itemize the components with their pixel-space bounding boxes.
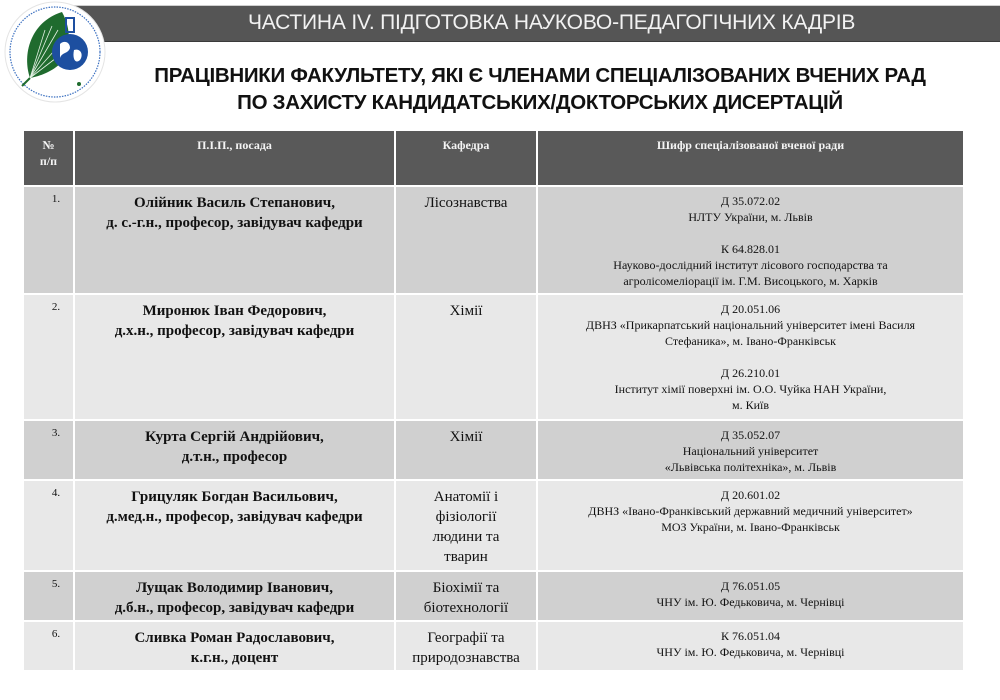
council-code: Д 35.072.02 xyxy=(720,194,781,208)
member-position: д.т.н., професор xyxy=(181,449,288,465)
member-name-cell xyxy=(75,421,394,479)
row-number: 6. xyxy=(24,622,73,670)
section-title: ЧАСТИНА IV. ПІДГОТОВКА НАУКОВО-ПЕДАГОГІЧНИХ КАДРІВ xyxy=(248,11,856,34)
department-cell xyxy=(396,421,536,479)
col-header-dept: Кафедра xyxy=(396,131,536,185)
member-name-cell xyxy=(75,187,394,293)
row-number: 2. xyxy=(24,295,73,419)
member-name-cell xyxy=(75,295,394,419)
member-position: д.х.н., професор, завідувач кафедри xyxy=(114,323,355,339)
col-header-name: П.І.П., посада xyxy=(75,131,394,185)
department-cell xyxy=(396,572,536,620)
council-org: ДВНЗ «Прикарпатський національний університет імені Василя xyxy=(585,318,916,332)
department-line: Хімії xyxy=(449,303,483,319)
department-cell xyxy=(396,481,536,570)
department-line: Хімії xyxy=(449,429,483,445)
member-position: д.б.н., професор, завідувач кафедри xyxy=(114,600,355,616)
table-row xyxy=(24,421,963,479)
table-row xyxy=(24,187,963,293)
department-line: Лісознавства xyxy=(424,195,508,211)
council-cell xyxy=(538,572,963,620)
council-code: Д 20.601.02 xyxy=(720,488,781,502)
department-line: Анатомії і xyxy=(433,489,499,505)
council-org: ДВНЗ «Івано-Франківський державний медичний університет» xyxy=(588,504,913,518)
member-name: Миронюк Іван Федорович, xyxy=(142,303,327,319)
council-cell xyxy=(538,187,963,293)
member-name: Сливка Роман Радославович, xyxy=(134,630,335,646)
department-line: тварин xyxy=(444,549,488,565)
department-cell xyxy=(396,295,536,419)
table-row xyxy=(24,295,963,419)
member-name: Грицуляк Богдан Васильович, xyxy=(131,489,338,505)
council-cell xyxy=(538,622,963,670)
council-org: ЧНУ ім. Ю. Федьковича, м. Чернівці xyxy=(656,595,845,609)
council-org: НЛТУ України, м. Львів xyxy=(688,210,813,224)
council-code: Д 76.051.05 xyxy=(720,579,781,593)
member-name-cell xyxy=(75,572,394,620)
row-number: 1. xyxy=(24,187,73,293)
heading-line-1: ПРАЦІВНИКИ ФАКУЛЬТЕТУ, ЯКІ Є ЧЛЕНАМИ СПЕЦІАЛІЗОВАНИХ ВЧЕНИХ РАД xyxy=(154,64,926,87)
council-org: Національний університет xyxy=(682,444,819,458)
department-line: біотехнології xyxy=(423,600,509,616)
member-position: к.г.н., доцент xyxy=(190,650,279,666)
council-org: Інститут хімії поверхні ім. О.О. Чуйка НАН України, xyxy=(614,382,887,396)
council-org: м. Київ xyxy=(731,398,770,412)
page-heading xyxy=(100,62,980,116)
member-name: Олійник Василь Степанович, xyxy=(134,195,335,211)
table-header-row xyxy=(24,131,963,185)
section-header-bar xyxy=(72,5,1000,42)
council-code: К 76.051.04 xyxy=(720,629,780,643)
member-name: Курта Сергій Андрійович, xyxy=(145,429,324,445)
member-position: д.мед.н., професор, завідувач кафедри xyxy=(106,509,363,525)
council-code: Д 20.051.06 xyxy=(720,302,781,316)
department-line: природознавства xyxy=(412,650,520,666)
council-org: ЧНУ ім. Ю. Федьковича, м. Чернівці xyxy=(656,645,845,659)
col-header-number xyxy=(24,131,73,185)
council-org: МОЗ України, м. Івано-Франківськ xyxy=(661,520,840,534)
department-line: Географії та xyxy=(427,630,505,646)
table-row xyxy=(24,622,963,670)
department-line: фізіології xyxy=(435,509,497,525)
council-org: Науково-дослідний інститут лісового господарства та xyxy=(613,258,888,272)
faculty-logo-icon xyxy=(0,0,110,105)
department-cell xyxy=(396,187,536,293)
council-code: Д 35.052.07 xyxy=(720,428,781,442)
department-line: людини та xyxy=(432,529,500,545)
council-cell xyxy=(538,481,963,570)
table-row xyxy=(24,481,963,570)
council-members-table xyxy=(22,129,965,672)
member-name-cell xyxy=(75,622,394,670)
row-number: 4. xyxy=(24,481,73,570)
row-number: 5. xyxy=(24,572,73,620)
council-code: К 64.828.01 xyxy=(720,242,780,256)
council-cell xyxy=(538,295,963,419)
row-number: 3. xyxy=(24,421,73,479)
col-header-number-line2: п/п xyxy=(39,154,58,168)
heading-line-2: ПО ЗАХИСТУ КАНДИДАТСЬКИХ/ДОКТОРСЬКИХ ДИСЕРТАЦІЙ xyxy=(237,91,843,114)
council-code: Д 26.210.01 xyxy=(720,366,781,380)
member-position: д. с.-г.н., професор, завідувач кафедри xyxy=(106,215,363,231)
council-cell xyxy=(538,421,963,479)
department-cell xyxy=(396,622,536,670)
col-header-number-line1: № xyxy=(42,138,55,152)
council-org: агролісомеліорації ім. Г.М. Висоцького, м. Харків xyxy=(623,274,878,288)
table-row xyxy=(24,572,963,620)
department-line: Біохімії та xyxy=(432,580,500,596)
member-name: Лущак Володимир Іванович, xyxy=(136,580,333,596)
col-header-code: Шифр спеціалізованої вченої ради xyxy=(538,131,963,185)
council-org: «Львівська політехніка», м. Львів xyxy=(664,460,837,474)
member-name-cell xyxy=(75,481,394,570)
council-org: Стефаника», м. Івано-Франківськ xyxy=(665,334,836,348)
